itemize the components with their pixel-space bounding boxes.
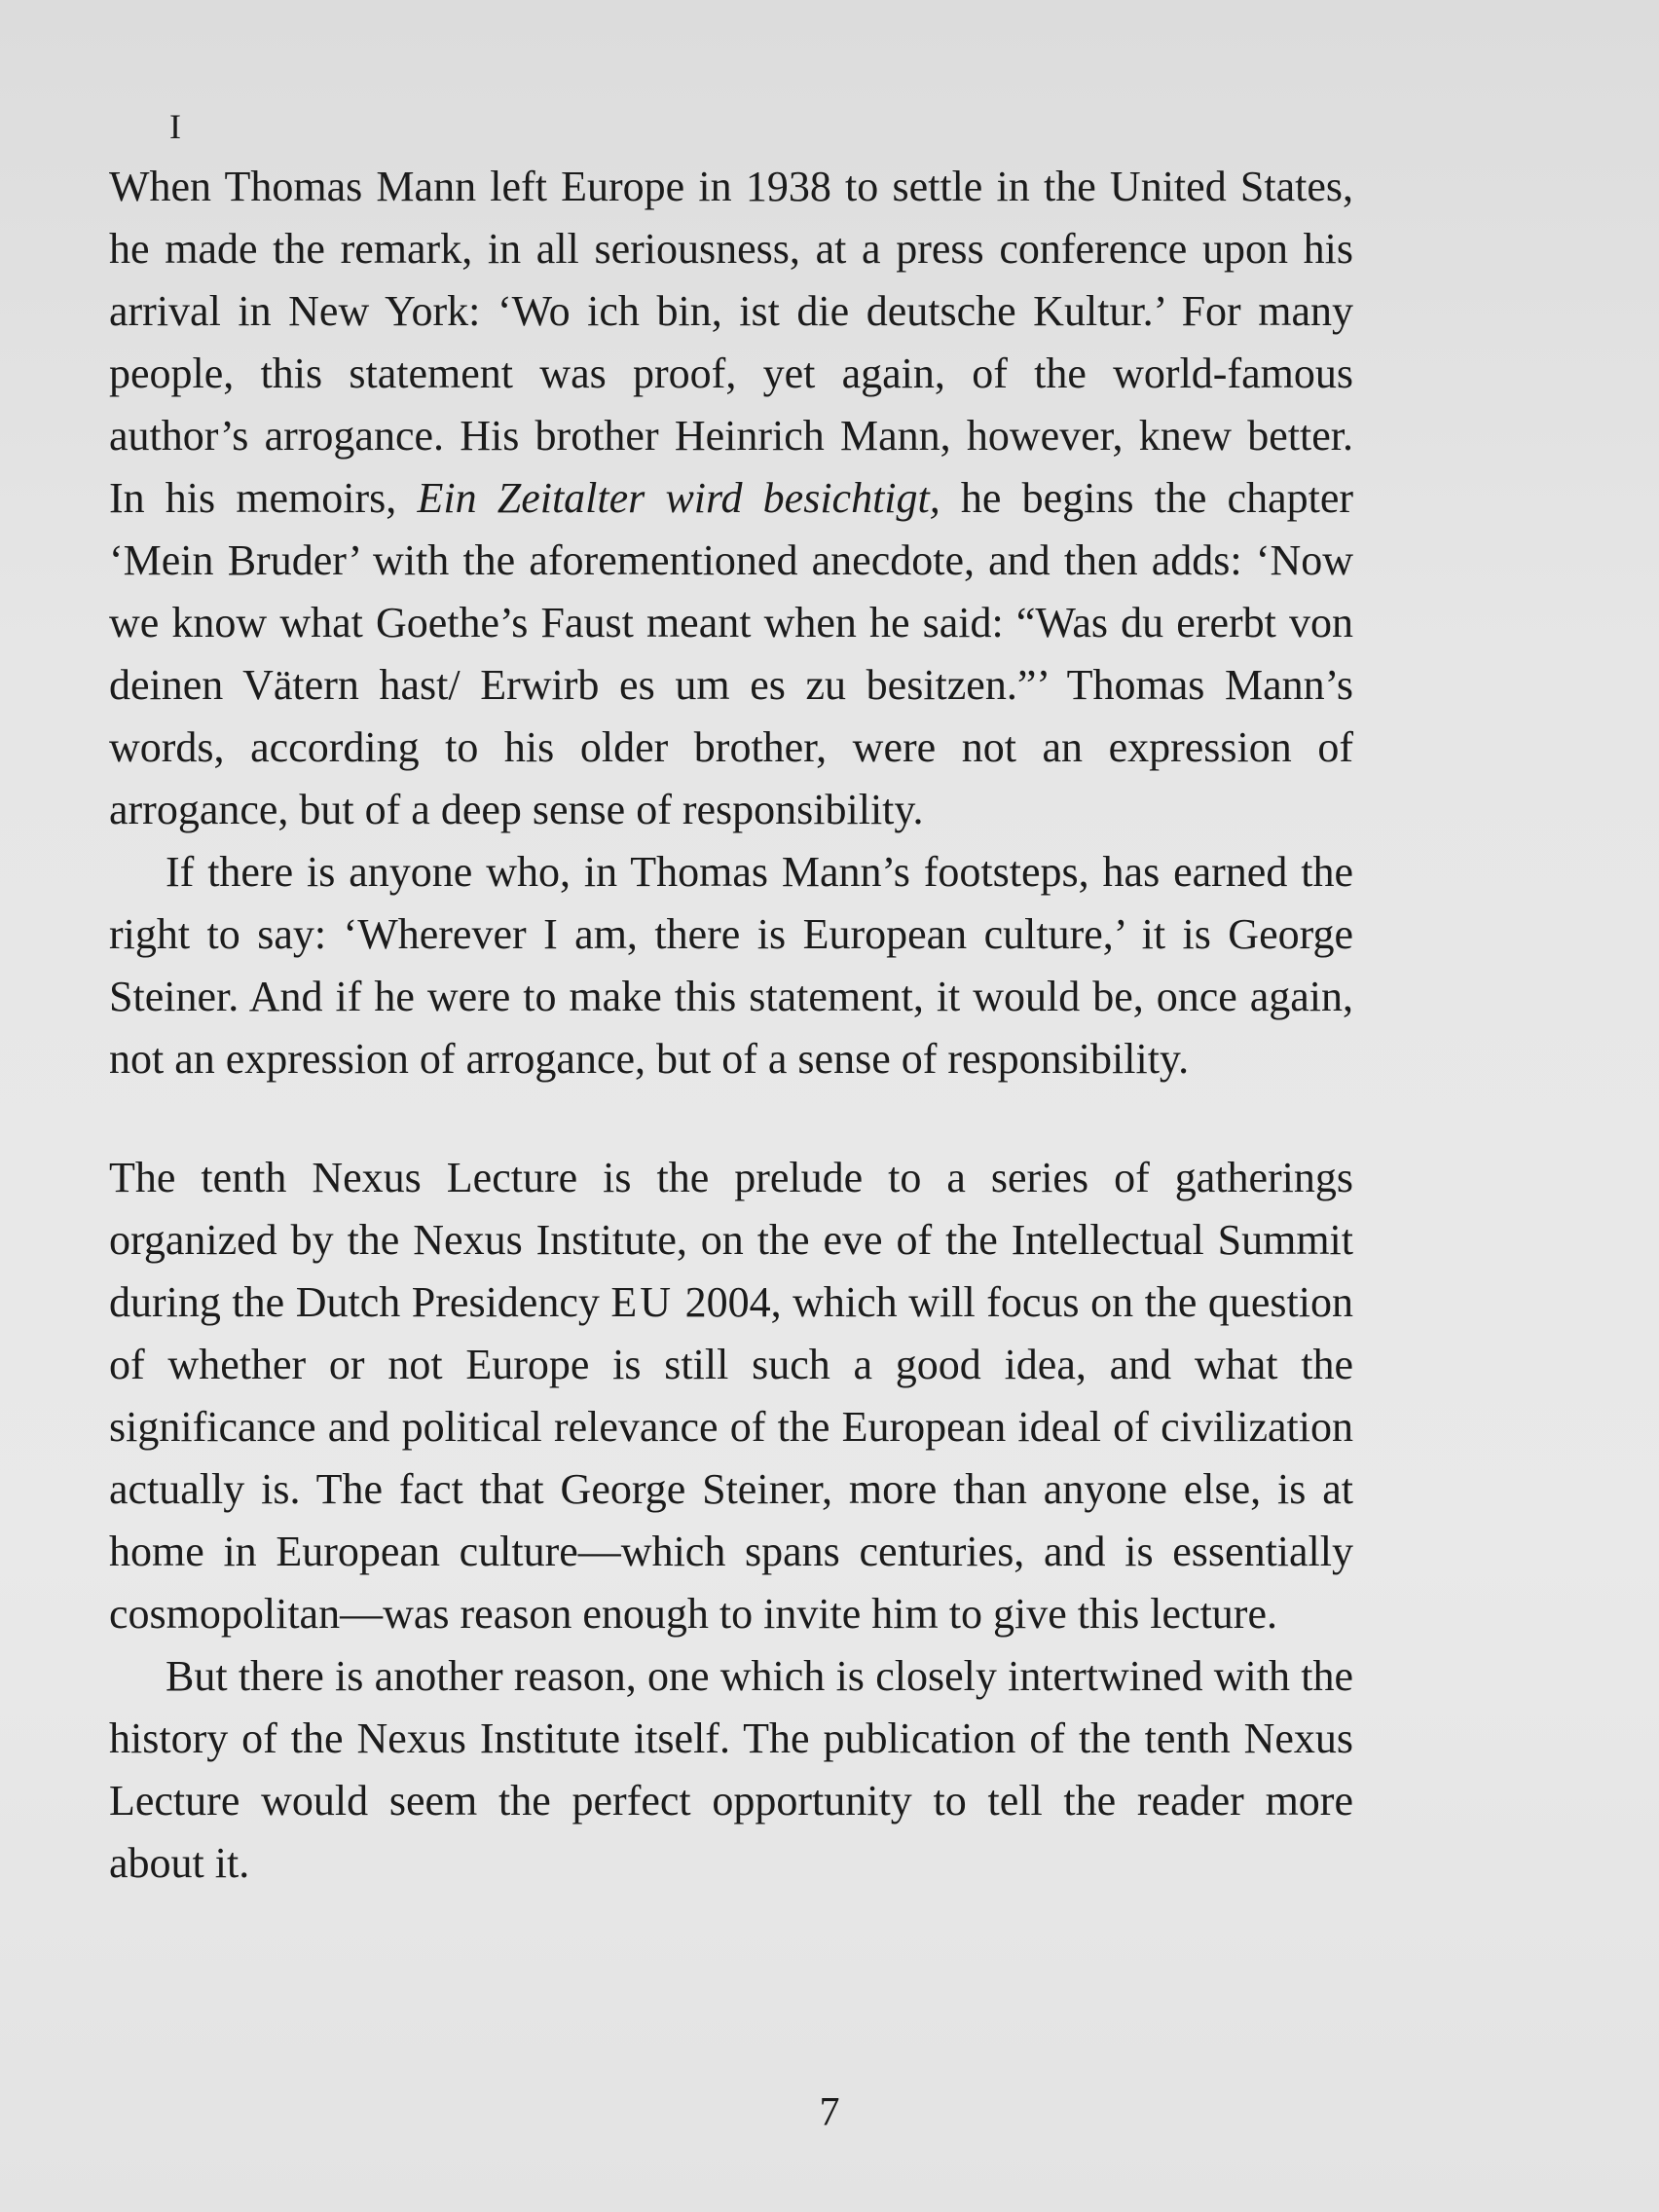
paragraph: If there is anyone who, in Thomas Mann’s footsteps, has earned the right to say: ‘Wherever I am, there is European culture,’ it is George Steiner. And if he were to make this statement, it would be, once again, not an expression of arrogance, but of a sense of responsibility. [109,848,1353,1083]
section-break [109,1090,1353,1147]
paragraph [109,1147,1353,1645]
abbreviation: EU [610,1278,675,1326]
book-title: Ein Zeitalter wird besichtigt, [417,474,940,522]
page-body [109,97,1353,1895]
paragraph: But there is another reason, one which is closely intertwined with the history of the Nexus Institute itself. The publication of the tenth Nexus Lecture would seem the perfect opportunity to tell the reader more about it. [109,1652,1353,1887]
paragraph-text: When Thomas Mann left Europe in 1938 to settle in the United States, he made the remark, in all seriousness, at a press conference upon his arrival in New York: ‘Wo ich bin, ist die deutsche Kultur.’ For many people, this statement was proof, yet again, of the world-famous author’s arrogance. His brother Heinrich Mann, however, knew better. In his memoirs, [109,163,1353,522]
paragraph-text: he begins the chapter ‘Mein Bruder’ with the aforementioned anecdote, and then adds: ‘Now we know what Goethe’s Faust meant when he said: “Was du ererbt von deinen Vätern hast/ Erwirb es um es zu besitzen.”’ Thomas Mann’s words, according to his older brother, were not an expression of arrogance, but of a deep sense of responsibility. [109,474,1354,833]
paragraph-text: 2004, which will focus on the question of whether or not Europe is still such a good idea, and what the significance and political relevance of the European ideal of civilization actually is. The fact that George Steiner, more than anyone else, is at home in European culture—which spans centuries, and is essentially cosmopolitan—was reason enough to invite him to give this lecture. [109,1278,1354,1638]
section-number: I [169,107,183,146]
page-number: 7 [819,2090,840,2135]
paragraph [109,156,1353,841]
paragraph-text: The tenth Nexus Lecture is the prelude to a series of gatherings organized by the Nexus Institute, on the eve of the Intellectual Summit during the Dutch Presidency [109,1154,1353,1326]
